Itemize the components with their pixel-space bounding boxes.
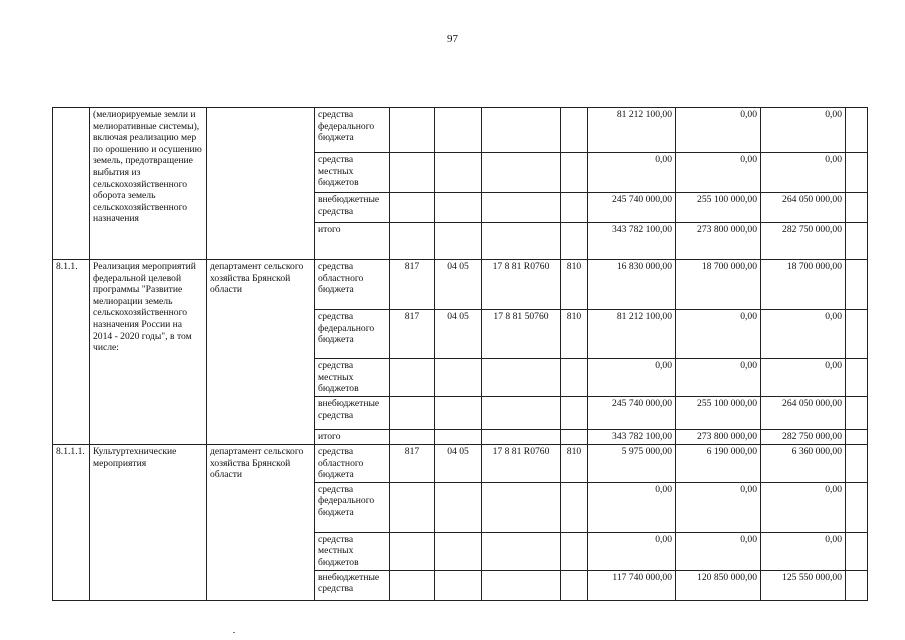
expense-type-cell bbox=[561, 223, 588, 260]
empty-cell bbox=[846, 260, 868, 310]
expense-type-cell bbox=[561, 153, 588, 193]
table-row bbox=[53, 260, 868, 310]
executor-cell bbox=[207, 108, 315, 260]
amount-year3-cell: 0,00 bbox=[761, 532, 846, 570]
expense-type-cell: 810 bbox=[561, 445, 588, 483]
empty-cell bbox=[846, 223, 868, 260]
empty-cell bbox=[846, 532, 868, 570]
section-cell bbox=[435, 482, 482, 532]
amount-year1-cell: 0,00 bbox=[588, 153, 676, 193]
expense-type-cell bbox=[561, 359, 588, 397]
grbs-cell bbox=[390, 359, 435, 397]
table-row bbox=[53, 445, 868, 483]
expense-type-cell bbox=[561, 193, 588, 223]
section-cell bbox=[435, 193, 482, 223]
amount-year2-cell: 6 190 000,00 bbox=[676, 445, 761, 483]
amount-year3-cell: 282 750 000,00 bbox=[761, 223, 846, 260]
amount-year3-cell: 18 700 000,00 bbox=[761, 260, 846, 310]
empty-cell bbox=[846, 359, 868, 397]
amount-year1-cell: 0,00 bbox=[588, 482, 676, 532]
activity-name-cell: Культуртехнические мероприятия bbox=[90, 445, 207, 601]
source-cell: средства федерального бюджета bbox=[315, 310, 390, 359]
source-cell: внебюджетные средства bbox=[315, 397, 390, 430]
code-cell: 8.1.1.1. bbox=[53, 445, 90, 601]
amount-year1-cell: 81 212 100,00 bbox=[588, 310, 676, 359]
expense-type-cell bbox=[561, 482, 588, 532]
page-number: 97 bbox=[447, 33, 458, 45]
target-article-cell bbox=[482, 430, 561, 445]
source-cell: средства местных бюджетов bbox=[315, 532, 390, 570]
target-article-cell: 17 8 81 R0760 bbox=[482, 260, 561, 310]
amount-year1-cell: 245 740 000,00 bbox=[588, 193, 676, 223]
section-cell bbox=[435, 532, 482, 570]
section-cell bbox=[435, 108, 482, 153]
amount-year2-cell: 255 100 000,00 bbox=[676, 397, 761, 430]
grbs-cell bbox=[390, 532, 435, 570]
amount-year3-cell: 0,00 bbox=[761, 359, 846, 397]
activity-name-cell: Реализация мероприятий федеральной целевой программы "Развитие мелиорации земель сельскохозяйственного назначения России на 2014 - 2020 годы", в том числе: bbox=[90, 260, 207, 445]
grbs-cell bbox=[390, 193, 435, 223]
amount-year3-cell: 0,00 bbox=[761, 310, 846, 359]
section-cell: 04 05 bbox=[435, 310, 482, 359]
section-cell bbox=[435, 153, 482, 193]
amount-year1-cell: 245 740 000,00 bbox=[588, 397, 676, 430]
target-article-cell bbox=[482, 193, 561, 223]
source-cell: итого bbox=[315, 430, 390, 445]
amount-year1-cell: 343 782 100,00 bbox=[588, 223, 676, 260]
expense-type-cell: 810 bbox=[561, 260, 588, 310]
amount-year1-cell: 16 830 000,00 bbox=[588, 260, 676, 310]
expense-type-cell bbox=[561, 397, 588, 430]
grbs-cell: 817 bbox=[390, 445, 435, 483]
executor-cell: департамент сельского хозяйства Брянской области bbox=[207, 260, 315, 445]
source-cell: средства местных бюджетов bbox=[315, 153, 390, 193]
section-cell: 04 05 bbox=[435, 260, 482, 310]
scan-mark bbox=[233, 632, 235, 633]
source-cell: средства местных бюджетов bbox=[315, 359, 390, 397]
grbs-cell: 817 bbox=[390, 260, 435, 310]
code-cell bbox=[53, 108, 90, 260]
expense-type-cell bbox=[561, 430, 588, 445]
target-article-cell bbox=[482, 482, 561, 532]
empty-cell bbox=[846, 397, 868, 430]
source-cell: итого bbox=[315, 223, 390, 260]
amount-year3-cell: 282 750 000,00 bbox=[761, 430, 846, 445]
empty-cell bbox=[846, 193, 868, 223]
amount-year1-cell: 0,00 bbox=[588, 359, 676, 397]
grbs-cell bbox=[390, 108, 435, 153]
amount-year1-cell: 343 782 100,00 bbox=[588, 430, 676, 445]
amount-year1-cell: 117 740 000,00 bbox=[588, 570, 676, 600]
executor-cell: департамент сельского хозяйства Брянской области bbox=[207, 445, 315, 601]
expense-type-cell bbox=[561, 108, 588, 153]
amount-year1-cell: 81 212 100,00 bbox=[588, 108, 676, 153]
section-cell bbox=[435, 223, 482, 260]
amount-year2-cell: 273 800 000,00 bbox=[676, 223, 761, 260]
amount-year3-cell: 6 360 000,00 bbox=[761, 445, 846, 483]
section-cell bbox=[435, 397, 482, 430]
activity-name-cell: (мелиорируемые земли и мелиоративные системы), включая реализацию мер по орошению и осушению земель, предотвращение выбытия из сельскохозяйственного оборота земель сельскохозяйственного назначения bbox=[90, 108, 207, 260]
section-cell bbox=[435, 570, 482, 600]
amount-year2-cell: 0,00 bbox=[676, 153, 761, 193]
source-cell: внебюджетные средства bbox=[315, 193, 390, 223]
target-article-cell bbox=[482, 397, 561, 430]
expense-type-cell bbox=[561, 532, 588, 570]
section-cell bbox=[435, 359, 482, 397]
target-article-cell bbox=[482, 532, 561, 570]
amount-year2-cell: 0,00 bbox=[676, 482, 761, 532]
empty-cell bbox=[846, 430, 868, 445]
target-article-cell bbox=[482, 108, 561, 153]
amount-year2-cell: 0,00 bbox=[676, 108, 761, 153]
grbs-cell: 817 bbox=[390, 310, 435, 359]
source-cell: средства федерального бюджета bbox=[315, 482, 390, 532]
amount-year1-cell: 5 975 000,00 bbox=[588, 445, 676, 483]
grbs-cell bbox=[390, 430, 435, 445]
grbs-cell bbox=[390, 153, 435, 193]
amount-year3-cell: 0,00 bbox=[761, 153, 846, 193]
target-article-cell bbox=[482, 570, 561, 600]
grbs-cell bbox=[390, 223, 435, 260]
section-cell: 04 05 bbox=[435, 445, 482, 483]
source-cell: средства федерального бюджета bbox=[315, 108, 390, 153]
grbs-cell bbox=[390, 570, 435, 600]
target-article-cell bbox=[482, 223, 561, 260]
target-article-cell: 17 8 81 R0760 bbox=[482, 445, 561, 483]
empty-cell bbox=[846, 482, 868, 532]
amount-year2-cell: 120 850 000,00 bbox=[676, 570, 761, 600]
amount-year3-cell: 125 550 000,00 bbox=[761, 570, 846, 600]
empty-cell bbox=[846, 108, 868, 153]
target-article-cell bbox=[482, 153, 561, 193]
empty-cell bbox=[846, 445, 868, 483]
amount-year2-cell: 0,00 bbox=[676, 532, 761, 570]
source-cell: внебюджетные средства bbox=[315, 570, 390, 600]
amount-year3-cell: 264 050 000,00 bbox=[761, 397, 846, 430]
expense-type-cell bbox=[561, 570, 588, 600]
empty-cell bbox=[846, 570, 868, 600]
amount-year1-cell: 0,00 bbox=[588, 532, 676, 570]
amount-year3-cell: 0,00 bbox=[761, 482, 846, 532]
grbs-cell bbox=[390, 482, 435, 532]
amount-year3-cell: 0,00 bbox=[761, 108, 846, 153]
section-cell bbox=[435, 430, 482, 445]
target-article-cell: 17 8 81 50760 bbox=[482, 310, 561, 359]
amount-year2-cell: 0,00 bbox=[676, 359, 761, 397]
amount-year2-cell: 273 800 000,00 bbox=[676, 430, 761, 445]
source-cell: средства областного бюджета bbox=[315, 445, 390, 483]
amount-year2-cell: 18 700 000,00 bbox=[676, 260, 761, 310]
grbs-cell bbox=[390, 397, 435, 430]
target-article-cell bbox=[482, 359, 561, 397]
amount-year2-cell: 255 100 000,00 bbox=[676, 193, 761, 223]
amount-year3-cell: 264 050 000,00 bbox=[761, 193, 846, 223]
empty-cell bbox=[846, 310, 868, 359]
table-row bbox=[53, 108, 868, 153]
amount-year2-cell: 0,00 bbox=[676, 310, 761, 359]
source-cell: средства областного бюджета bbox=[315, 260, 390, 310]
budget-table bbox=[52, 107, 868, 601]
empty-cell bbox=[846, 153, 868, 193]
expense-type-cell: 810 bbox=[561, 310, 588, 359]
code-cell: 8.1.1. bbox=[53, 260, 90, 445]
